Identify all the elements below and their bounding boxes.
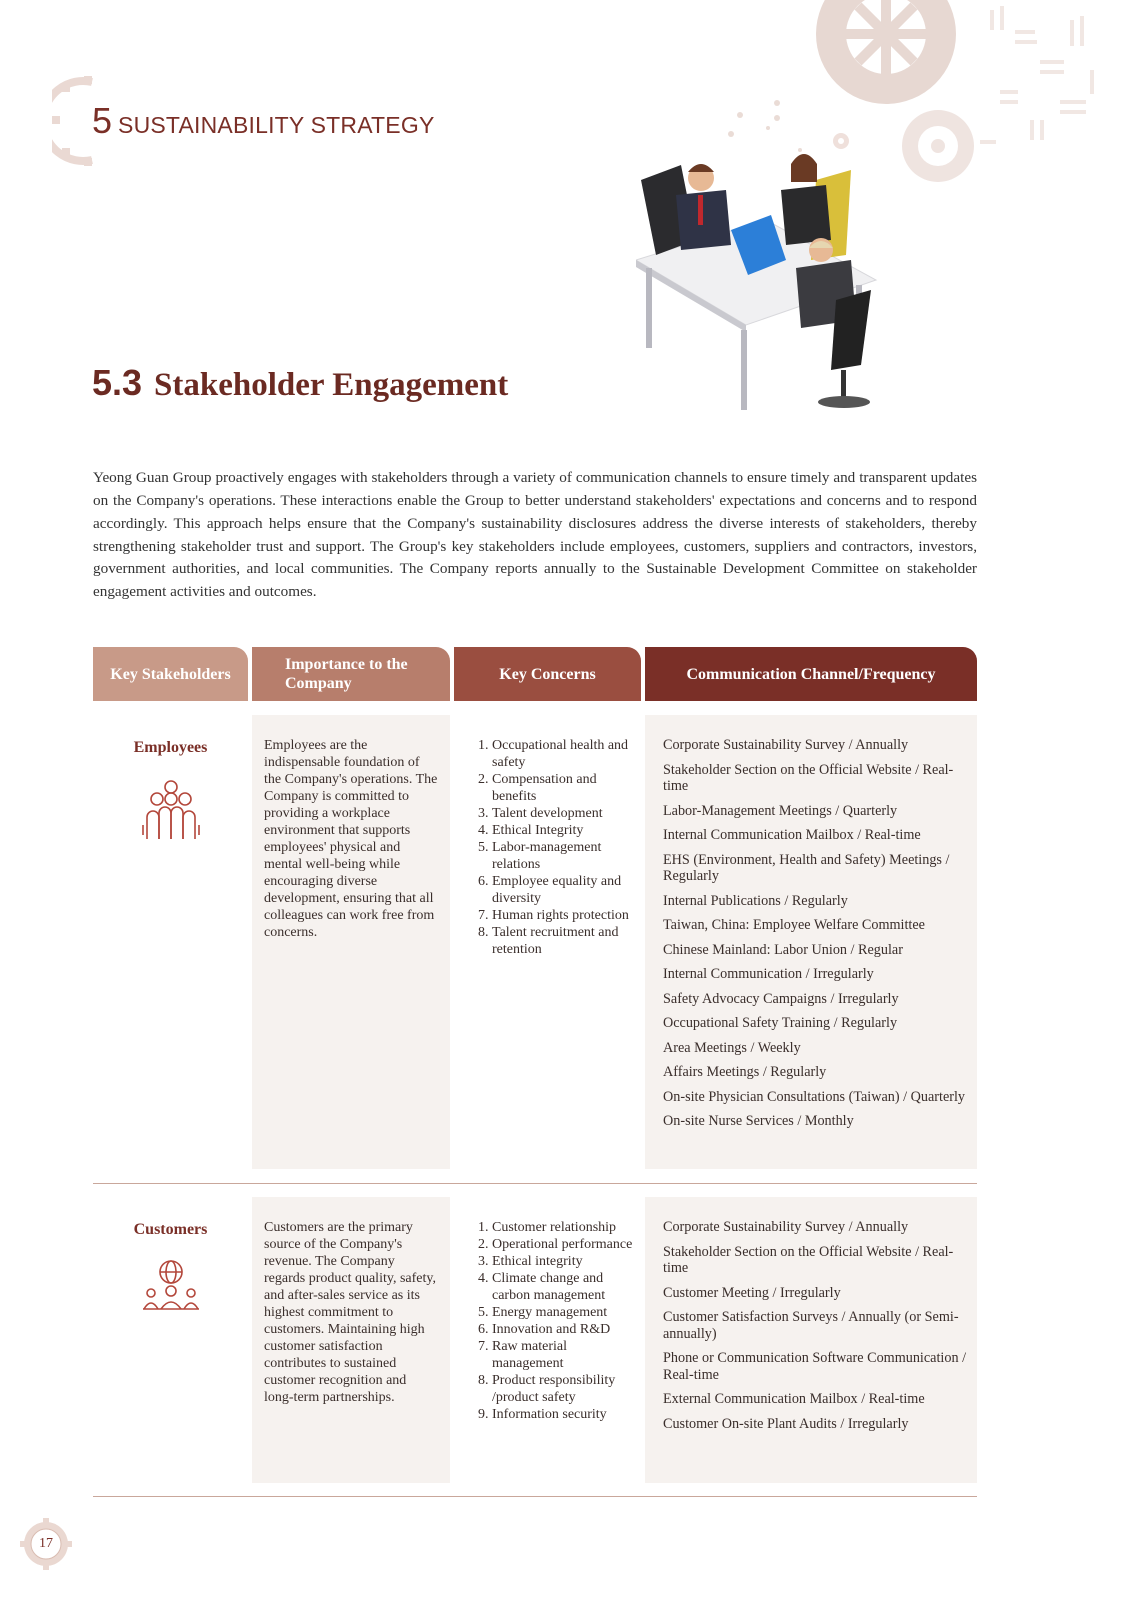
- concern-item: 6. Employee equality and diversity: [492, 873, 633, 907]
- concern-item: 3. Talent development: [492, 805, 633, 822]
- channel-item: Occupational Safety Training / Regularly: [663, 1015, 898, 1031]
- stakeholder-cell: [93, 715, 248, 1169]
- channel-item: Safety Advocacy Campaigns / Irregularly: [663, 990, 899, 1007]
- row-divider: [93, 1496, 977, 1497]
- concern-item: 4. Ethical Integrity: [492, 822, 633, 839]
- table-header: [93, 647, 977, 701]
- concern-item: 1. Occupational health and safety: [492, 737, 633, 771]
- importance-cell: Customers are the primary source of the Company's revenue. The Company regards product quality, safety, and after-sales service as its highest commitment to customers. Maintaining high customer satisfaction contributes to sustained customer recognition and long-term partnerships.: [252, 1197, 450, 1483]
- channel-item: Area Meetings / Weekly: [663, 1039, 801, 1056]
- channel-item: Labor-Management Meetings / Quarterly: [663, 802, 898, 819]
- stakeholder-table: [93, 647, 977, 1432]
- channel-item: Internal Communication Mailbox / Real-time: [663, 827, 921, 843]
- concern-item: 7. Human rights protection: [492, 907, 633, 924]
- header-key-stakeholders: Key Stakeholders: [93, 647, 248, 701]
- channel-item: Phone or Communication Software Communication / Real-time: [663, 1350, 967, 1383]
- header-communication-channel: Communication Channel/Frequency: [645, 647, 977, 701]
- header-importance: Importance to the Company: [252, 647, 450, 701]
- concerns-cell: [454, 715, 641, 1169]
- concern-item: 1. Customer relationship: [492, 1219, 633, 1236]
- stakeholder-name: Customers: [133, 1221, 208, 1238]
- channel-item: Corporate Sustainability Survey / Annually: [663, 1219, 909, 1235]
- concern-item: 4. Climate change and carbon management: [492, 1270, 633, 1304]
- subsection-number: 5.3: [92, 362, 143, 403]
- concern-item: 2. Compensation and benefits: [492, 771, 633, 805]
- concerns-list: [476, 737, 633, 958]
- channel-item: On-site Physician Consultations (Taiwan) / Quarterly: [663, 1088, 966, 1105]
- concern-item: 3. Ethical integrity: [492, 1253, 633, 1270]
- channels-cell: [645, 715, 977, 1169]
- concern-item: 8. Product responsibility /product safety: [492, 1372, 633, 1406]
- stakeholder-name: Employees: [133, 739, 208, 756]
- section-number: 5: [92, 100, 113, 141]
- customers-globe-icon: [141, 1259, 201, 1315]
- concern-item: 5. Energy management: [492, 1304, 633, 1321]
- section-title: SUSTAINABILITY STRATEGY: [118, 112, 435, 138]
- channel-item: Taiwan, China: Employee Welfare Committee: [663, 917, 925, 933]
- header-key-concerns: Key Concerns: [454, 647, 641, 701]
- channel-item: On-site Nurse Services / Monthly: [663, 1113, 854, 1129]
- meeting-illustration: [636, 150, 886, 420]
- concerns-list: [476, 1219, 633, 1423]
- row-divider: [93, 1183, 977, 1184]
- table-row-employees: [93, 715, 977, 1169]
- channel-item: Internal Publications / Regularly: [663, 892, 848, 909]
- concern-item: 8. Talent recruitment and retention: [492, 924, 633, 958]
- channel-item: Stakeholder Section on the Official Website / Real-time: [663, 1243, 954, 1276]
- channel-item: EHS (Environment, Health and Safety) Meetings / Regularly: [663, 851, 950, 884]
- table-row-customers: [93, 1197, 977, 1483]
- subsection-heading: [92, 362, 508, 404]
- channel-item: Affairs Meetings / Regularly: [663, 1064, 827, 1080]
- section-header: [92, 100, 434, 142]
- channel-item: Customer On-site Plant Audits / Irregularly: [663, 1415, 909, 1432]
- channel-item: Customer Satisfaction Surveys / Annually (or Semi-annually): [663, 1309, 959, 1342]
- concern-item: 5. Labor-management relations: [492, 839, 633, 873]
- channel-item: Corporate Sustainability Survey / Annually: [663, 737, 909, 753]
- channels-cell: [645, 1197, 977, 1483]
- employees-group-icon: [141, 777, 201, 841]
- page-number: 17: [39, 1536, 53, 1551]
- channel-item: Customer Meeting / Irregularly: [663, 1284, 841, 1301]
- concern-item: 6. Innovation and R&D: [492, 1321, 633, 1338]
- subsection-title: Stakeholder Engagement: [154, 367, 509, 403]
- channel-item: Chinese Mainland: Labor Union / Regular: [663, 941, 903, 958]
- importance-cell: Employees are the indispensable foundation of the Company's operations. The Company is committed to providing a workplace environment that supports employees' physical and mental well-being while encouraging diverse development, ensuring that all colleagues can work free from concerns.: [252, 715, 450, 1169]
- concern-item: 7. Raw material management: [492, 1338, 633, 1372]
- channel-item: Stakeholder Section on the Official Website / Real-time: [663, 761, 954, 794]
- channel-item: External Communication Mailbox / Real-time: [663, 1391, 925, 1407]
- channel-item: Internal Communication / Irregularly: [663, 966, 874, 982]
- concern-item: 2. Operational performance: [492, 1236, 633, 1253]
- intro-paragraph: Yeong Guan Group proactively engages with stakeholders through a variety of communication channels to ensure timely and transparent updates on the Company's operations. These interactions enable the Group to better understand stakeholders' expectations and concerns and to respond accordingly. This approach helps ensure that the Company's sustainability disclosures address the diverse interests of stakeholders, thereby strengthening stakeholder trust and support. The Group's key stakeholders include employees, customers, suppliers and contractors, investors, government authorities, and local communities. The Company reports annually to the Sustainable Development Committee on stakeholder engagement activities and outcomes.: [93, 469, 977, 601]
- concern-item: 9. Information security: [492, 1406, 633, 1423]
- concerns-cell: [454, 1197, 641, 1483]
- stakeholder-cell: [93, 1197, 248, 1483]
